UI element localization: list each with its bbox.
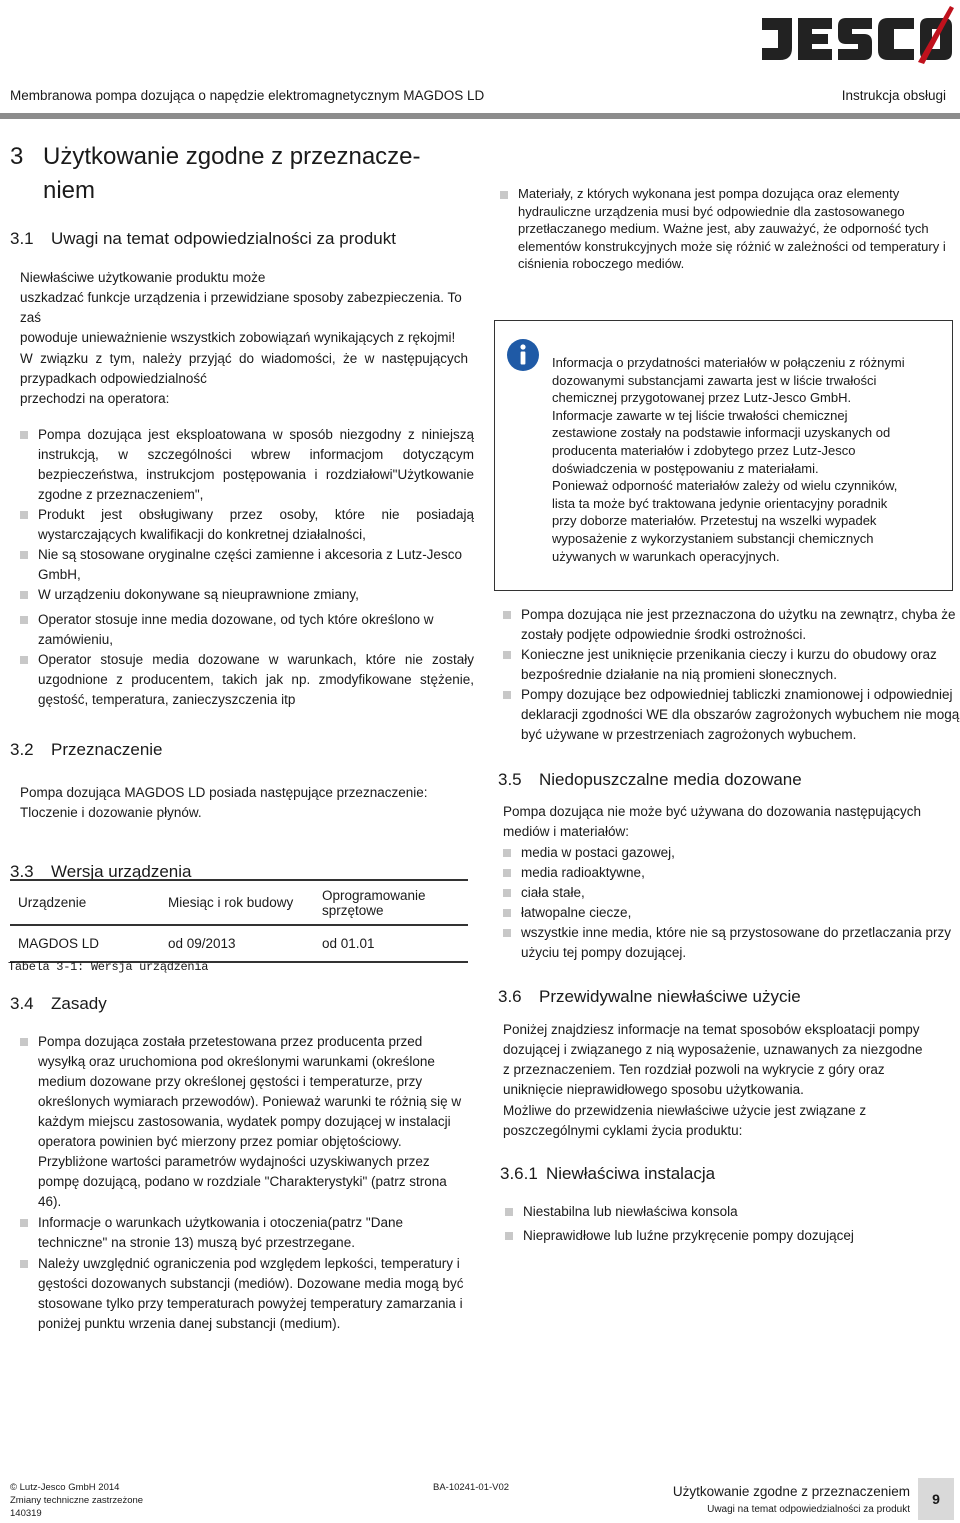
table-header-row bbox=[10, 880, 468, 925]
table-cell: od 09/2013 bbox=[160, 925, 314, 962]
info-line: wyposażenie z wykorzystaniem substancji chemicznych bbox=[552, 530, 874, 546]
info-line: Ponieważ odporność materiałów zależy od wielu czynników, bbox=[552, 478, 898, 494]
footer-chapter: Użytkowanie zgodne z przeznaczeniem bbox=[672, 1484, 910, 1499]
paragraph: zaś bbox=[20, 310, 42, 325]
list-item: Konieczne jest uniknięcie przenikania cieczy i kurzu do obudowy oraz bezpośrednie działanie na nią promieni słonecznych. bbox=[503, 645, 960, 685]
list-item: Produkt jest obsługiwany przez osoby, które nie posiadają wystarczających kwalifikacji do konkretnej działalności, bbox=[20, 505, 474, 545]
info-line: używanych w warunkach operacyjnych. bbox=[552, 548, 780, 564]
list-item: Nieprawidłowe lub luźne przykręcenie pompy dozującej bbox=[505, 1226, 960, 1246]
chapter-number: 3 bbox=[10, 143, 24, 170]
list-item: wszystkie inne media, które nie są przystosowane do przetlaczania przy użyciu tej pompy dozującej. bbox=[503, 923, 960, 963]
chapter-title-line2: niem bbox=[43, 177, 96, 204]
section-3-6-heading bbox=[498, 987, 801, 1007]
list-item: Informacje o warunkach użytkowania i otoczenia(patrz "Dane techniczne" na stronie 13) muszą być przestrzegane. bbox=[20, 1213, 468, 1253]
section-3-4-heading bbox=[10, 994, 107, 1014]
info-text bbox=[552, 354, 912, 565]
info-icon bbox=[506, 338, 540, 372]
section-title: Wersja urządzenia bbox=[51, 862, 192, 881]
footer-doc-number: BA-10241-01-V02 bbox=[433, 1482, 510, 1493]
section-3-2-heading bbox=[10, 740, 163, 760]
section-number: 3.1 bbox=[10, 229, 34, 248]
info-line: lista ta może być traktowana jedynie orientacyjny poradnik bbox=[552, 495, 888, 511]
header-doc-type: Instrukcja obsługi bbox=[841, 88, 946, 103]
section-title: Zasady bbox=[51, 994, 107, 1013]
section-number: 3.4 bbox=[10, 994, 34, 1013]
table-header-cell: Urządzenie bbox=[10, 880, 160, 925]
list-item: Operator stosuje media dozowane w warunkach, które nie zostały uzgodnione z producentem, takich jak np. zmodyfikowane stężenie, gęstość, temperatura, zanieczyszczenia itp bbox=[20, 650, 474, 710]
paragraph: W związku z tym, należy przyjąć do wiadomości, że w następujących przypadkach odpowiedzialność bbox=[20, 351, 468, 386]
section-3-5-heading bbox=[498, 770, 802, 790]
info-line: producenta materiałów i zdobytego przez Lutz-Jesco bbox=[552, 442, 856, 458]
info-line: Informacja o przydatności materiałów w połączeniu z różnymi bbox=[552, 355, 905, 370]
paragraph: uszkadzać funkcje urządzenia i przewidziane sposoby zabezpieczenia. To bbox=[20, 290, 462, 305]
list-item: Pompa dozująca jest eksploatowana w sposób niezgodny z niniejszą instrukcją, w szczególności wbrew informacjom dotyczącym bezpieczeństwa, instrukcjom postępowania i rozdziałowi"Użytkowanie zgodne z przeznaczeniem", bbox=[20, 425, 474, 505]
section-number: 3.5 bbox=[498, 770, 522, 789]
table-header-cell: Oprogramowanie sprzętowe bbox=[314, 880, 468, 925]
section-3-6-1-heading bbox=[500, 1164, 715, 1184]
footer-changes: Zmiany techniczne zastrzeżone bbox=[10, 1495, 144, 1506]
info-line: zestawione zostały na podstawie informacji uzyskanych od bbox=[552, 425, 891, 441]
info-line: Informacje zawarte w tej liście trwałości chemicznej bbox=[552, 407, 848, 423]
paragraph: Niewłaściwe użytkowanie produktu może bbox=[20, 270, 266, 285]
section-3-1-heading bbox=[10, 229, 396, 249]
list-item: Pompy dozujące bez odpowiedniej tabliczki znamionowej i odpowiedniej deklaracji zgodności WE dla obszarów zagrożonych wybuchem nie mogą być używane w przestrzeniach zagrożonych wybuchem. bbox=[503, 685, 960, 745]
header-title: Membranowa pompa dozująca o napędzie elektromagnetycznym MAGDOS LD bbox=[10, 88, 485, 103]
section-title: Przewidywalne niewłaściwe użycie bbox=[539, 987, 801, 1006]
jesco-logo bbox=[758, 2, 954, 66]
list-item: Nie są stosowane oryginalne części zamienne i akcesoria z Lutz-Jesco GmbH, bbox=[20, 545, 474, 585]
list-item: W urządzeniu dokonywane są nieuprawnione zmiany, bbox=[20, 585, 474, 605]
footer-section: Uwagi na temat odpowiedzialności za produkt bbox=[707, 1504, 910, 1515]
table-header-cell: Miesiąc i rok budowy bbox=[160, 880, 314, 925]
list-item: Pompa dozująca została przetestowana przez producenta przed wysyłką oraz uruchomiona pod określonymi warunkami (określone medium dozowane przy określonej gęstości i temperaturze, przy określonych wymiarach przewodów). Ponieważ warunki te różnią się w każdym miejscu zastosowania, wydatek pompy dozującej w instalacji operatora powinien być mierzony przez pomiar objętościowy. Przybliżone wartości parametrów wydajności uzyskiwanych przez pompę dozującą, podano w rozdziale "Charakterystyki" (patrz strona 46). bbox=[20, 1032, 468, 1212]
list-item: Materiały, z których wykonana jest pompa dozująca oraz elementy hydrauliczne urządzenia musi być odpowiednie dla zastosowanego przetłaczanego medium. Ważne jest, aby zauważyć, że odporność tych elementów konstrukcyjnych może się różnić w zależności od temperatury i ciśnienia roboczego mediów. bbox=[500, 185, 948, 273]
section-title: Niedopuszczalne media dozowane bbox=[539, 770, 802, 789]
list-item: Niestabilna lub niewłaściwa konsola bbox=[505, 1202, 960, 1222]
paragraph: Możliwe do przewidzenia niewłaściwe użycie jest związane z poszczególnymi cyklami życia produktu: bbox=[503, 1103, 867, 1138]
chapter-heading bbox=[10, 140, 480, 208]
section-number: 3.6 bbox=[498, 987, 522, 1006]
list-item: Pompa dozująca nie jest przeznaczona do użytku na zewnątrz, chyba że zostały podjęte odpowiednie środki ostrożności. bbox=[503, 605, 960, 645]
paragraph: powoduje unieważnienie wszystkich zobowiązań wynikających z rękojmi! bbox=[20, 330, 456, 345]
info-line: doświadczenia w postępowaniu z materiałami. bbox=[552, 460, 819, 476]
section-number: 3.3 bbox=[10, 862, 34, 881]
table-row bbox=[10, 925, 468, 962]
info-line: przy doborze materiałów. Przetestuj na wszelki wypadek bbox=[552, 513, 877, 529]
section-number: 3.2 bbox=[10, 740, 34, 759]
table-cell: od 01.01 bbox=[314, 925, 468, 962]
list-item: Operator stosuje inne media dozowane, od tych które określono w zamówieniu, bbox=[20, 610, 474, 650]
info-line: chemicznej przygotowanej przez Lutz-Jesco GmbH. bbox=[552, 390, 852, 406]
list-item: media radioaktywne, bbox=[503, 863, 960, 883]
chapter-title-line1: Użytkowanie zgodne z przeznacze- bbox=[43, 143, 421, 170]
section-number: 3.6.1 bbox=[500, 1164, 538, 1183]
section-title: Uwagi na temat odpowiedzialności za produkt bbox=[51, 229, 396, 248]
list-item: ciała stałe, bbox=[503, 883, 960, 903]
section-title: Niewłaściwa instalacja bbox=[546, 1164, 716, 1183]
section-title: Przeznaczenie bbox=[51, 740, 163, 759]
list-item: Należy uwzględnić ograniczenia pod względem lepkości, temperatury i gęstości dozowanych substancji (mediów). Dozowane media mogą być stosowane tylko przy temperaturach powyżej temperatury zamarzania i poniżej punktu wrzenia danej substancji (medium). bbox=[20, 1254, 468, 1334]
table-cell: MAGDOS LD bbox=[10, 925, 160, 962]
page-number: 9 bbox=[918, 1478, 954, 1520]
footer-left bbox=[10, 1481, 143, 1520]
header-rule bbox=[0, 113, 960, 119]
paragraph: Poniżej znajdziesz informacje na temat sposobów eksploatacji pompy dozującej i związanego z nią wyposażenie, uznawanych za niezgodne z przeznaczeniem. Ten rozdział pozwoli na wykrycie z góry oraz uniknięcie nieprawidłowego sposobu użytkowania. bbox=[503, 1022, 923, 1097]
version-table bbox=[10, 879, 468, 963]
list-item: łatwopalne ciecze, bbox=[503, 903, 960, 923]
paragraph: Pompa dozująca nie może być używana do dozowania następujących mediów i materiałów: bbox=[503, 804, 922, 839]
table-caption: Tabela 3-1: Wersja urządzenia bbox=[8, 960, 209, 974]
info-line: dozowanymi substancjami zawarta jest w liście trwałości bbox=[552, 372, 877, 388]
paragraph: przechodzi na operatora: bbox=[20, 391, 170, 406]
footer-copyright: © Lutz-Jesco GmbH 2014 bbox=[10, 1482, 120, 1493]
list-item: media w postaci gazowej, bbox=[503, 843, 960, 863]
paragraph: Tloczenie i dozowanie płynów. bbox=[20, 805, 202, 820]
paragraph: Pompa dozująca MAGDOS LD posiada następujące przeznaczenie: bbox=[20, 785, 428, 800]
footer-code: 140319 bbox=[10, 1508, 42, 1519]
